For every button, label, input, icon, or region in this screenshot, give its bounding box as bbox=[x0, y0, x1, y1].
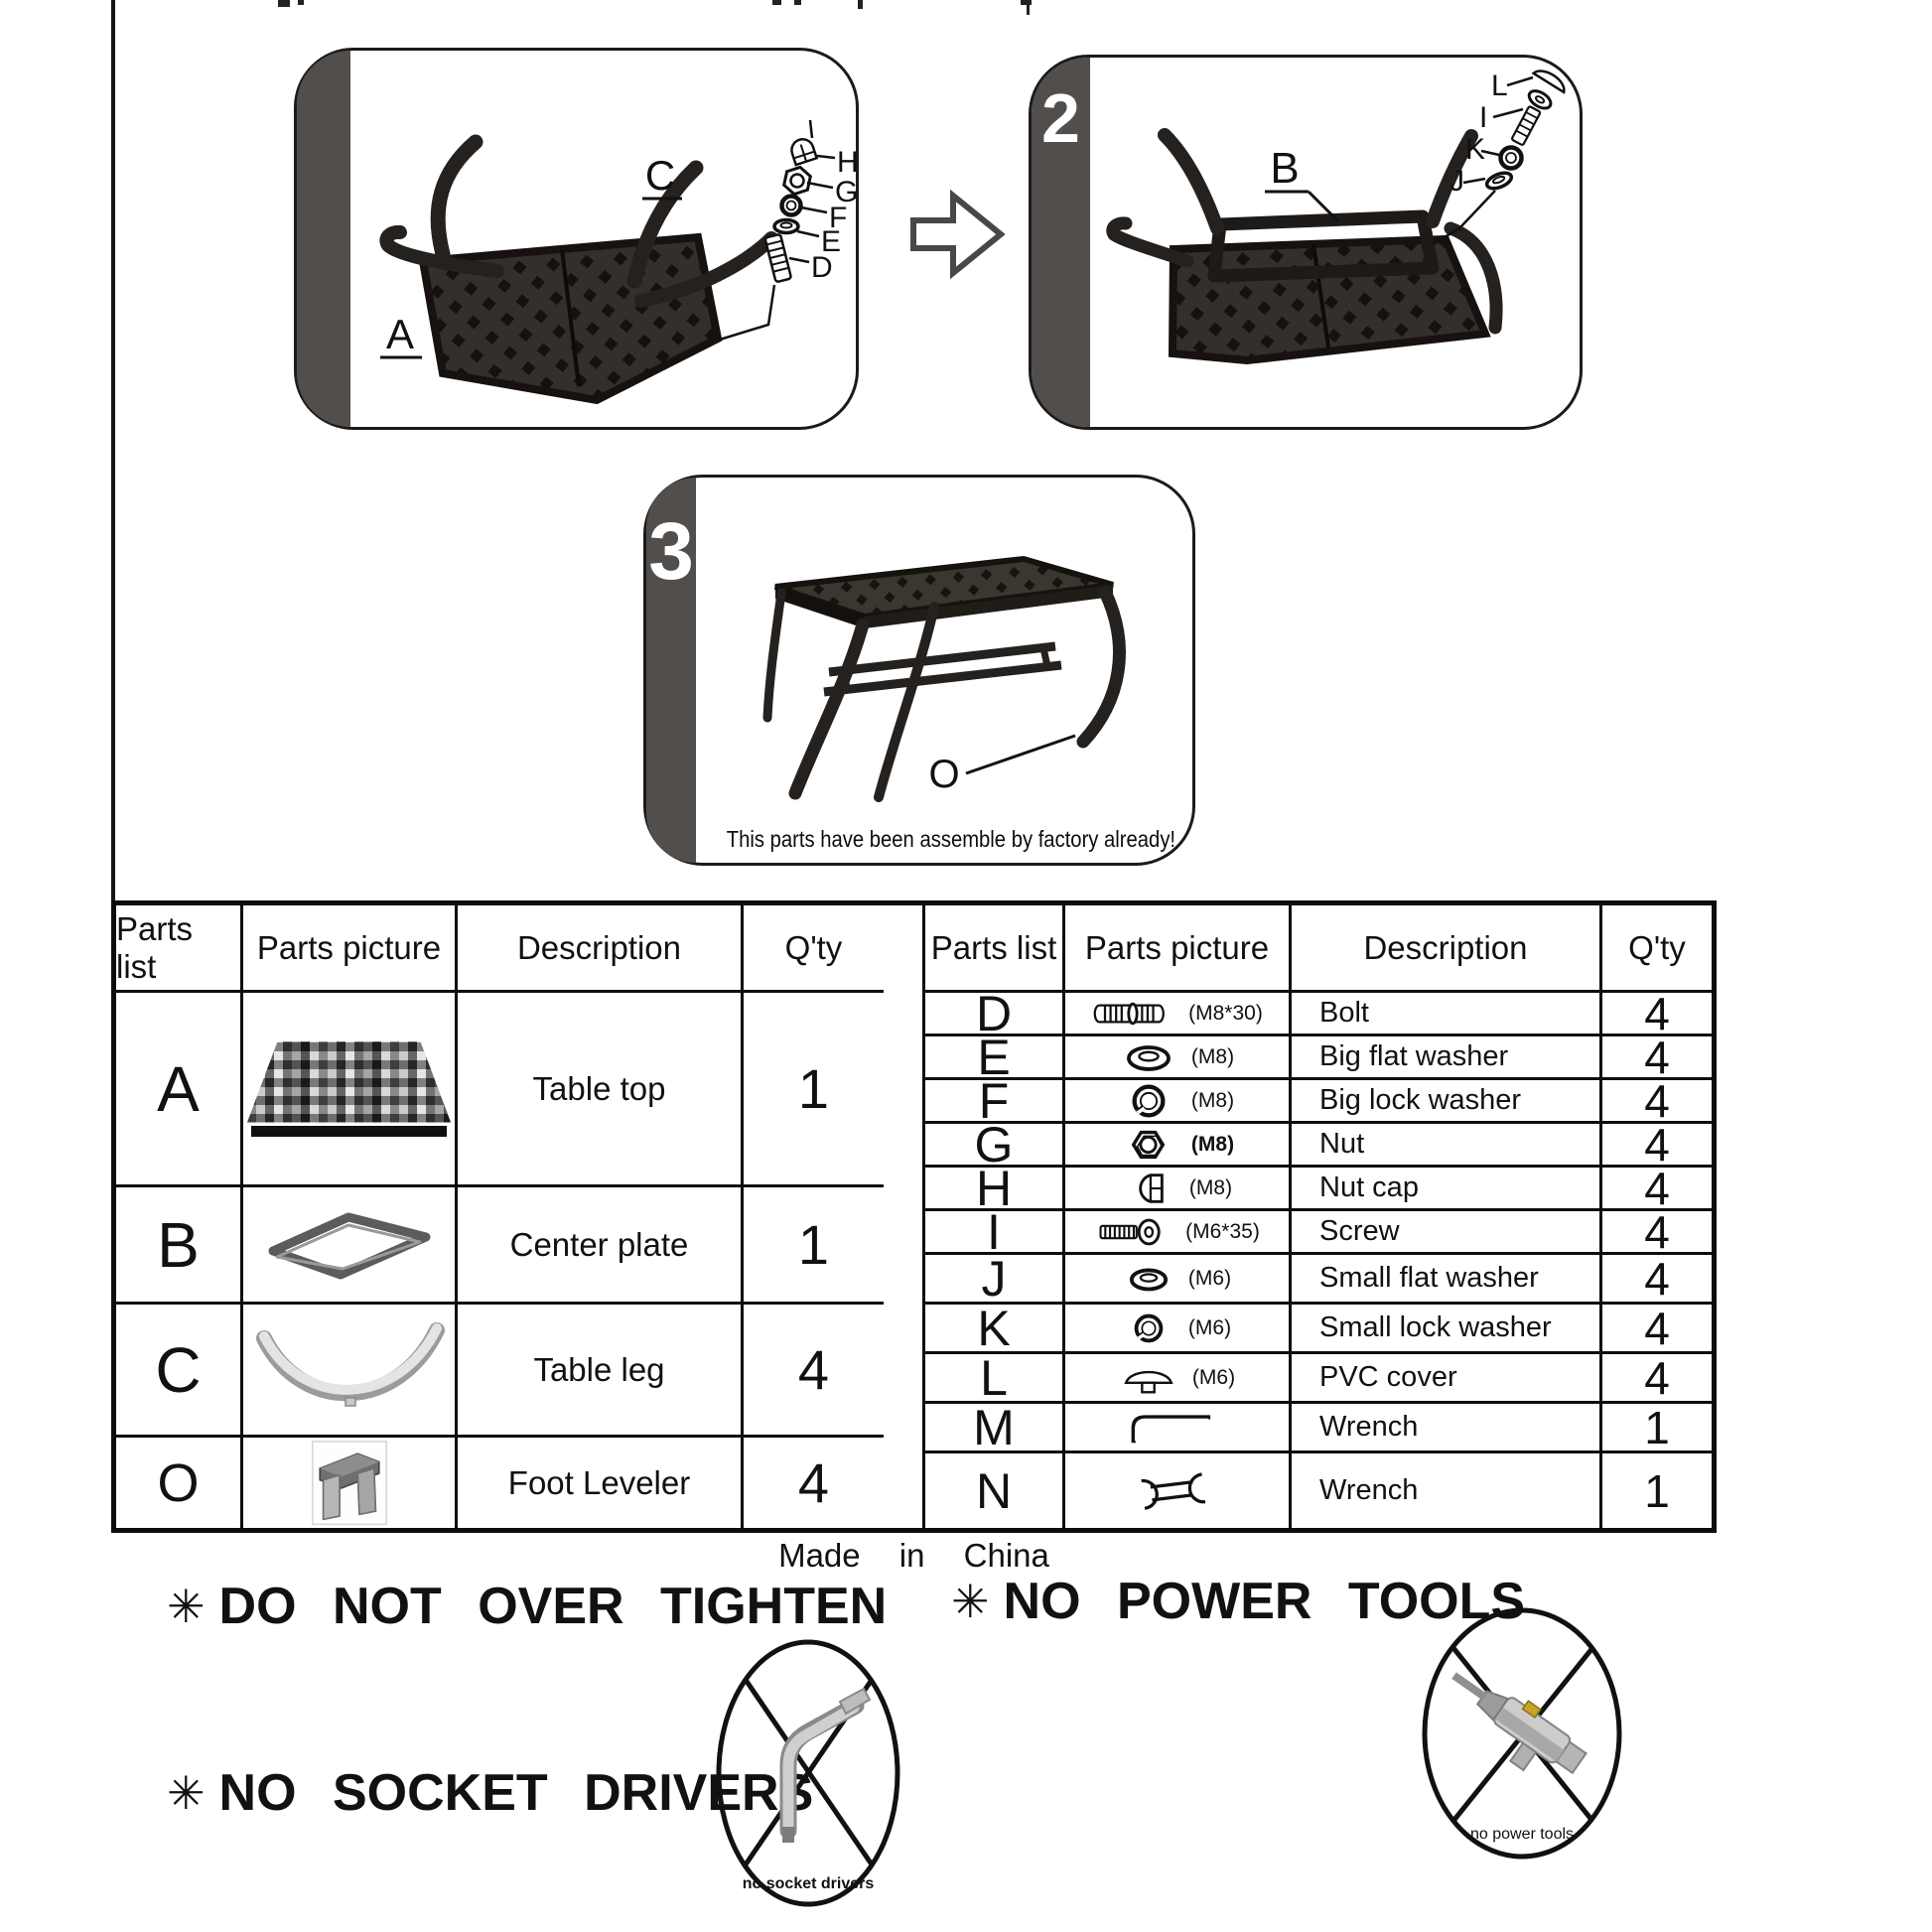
part-id-cell: D bbox=[925, 993, 1065, 1036]
cutoff-text-fragment bbox=[278, 0, 290, 7]
pvc-cover-icon bbox=[1534, 66, 1569, 92]
description-cell: Center plate bbox=[458, 1187, 744, 1305]
no-power-tools-icon bbox=[1418, 1606, 1626, 1864]
open-wrench-icon bbox=[1117, 1465, 1224, 1517]
lock-washer-icon bbox=[1501, 148, 1522, 169]
part-id-cell: H bbox=[925, 1168, 1065, 1211]
part-label: A bbox=[385, 311, 415, 357]
hardware-stack bbox=[720, 120, 817, 340]
leader-line bbox=[720, 285, 774, 340]
part-label: B bbox=[1270, 144, 1300, 193]
flat-washer-icon bbox=[1120, 1036, 1177, 1078]
qty-cell: 4 bbox=[797, 1451, 830, 1514]
cutoff-text-fragment bbox=[1027, 0, 1030, 15]
factory-note: This parts have been assemble by factory already! bbox=[726, 826, 1176, 852]
hardware-label: H bbox=[837, 146, 859, 179]
table-leg bbox=[438, 142, 476, 254]
part-picture-cell bbox=[1065, 1036, 1292, 1080]
spec-label: (M6) bbox=[1187, 1266, 1232, 1290]
qty-cell: 4 bbox=[1602, 1255, 1712, 1305]
part-id-cell: J bbox=[925, 1255, 1065, 1305]
lock-washer-icon bbox=[1120, 1080, 1177, 1123]
part-picture-cell bbox=[1065, 1354, 1292, 1404]
description-cell: Small flat washer bbox=[1292, 1255, 1602, 1305]
socket-driver-image bbox=[782, 1689, 870, 1843]
nut-cap-icon bbox=[1122, 1168, 1175, 1209]
description-cell: Table leg bbox=[458, 1305, 744, 1438]
column-header: Description bbox=[1292, 905, 1602, 993]
hardware-label: L bbox=[1491, 69, 1508, 102]
description-cell: Small lock washer bbox=[1292, 1305, 1602, 1354]
step-panel-3 bbox=[643, 475, 1195, 866]
step3-illustration bbox=[696, 478, 1192, 863]
description-cell: Table top bbox=[458, 993, 744, 1187]
qty-cell: 1 bbox=[744, 1187, 884, 1305]
spec-label: (M6) bbox=[1191, 1365, 1236, 1389]
arrow-right-icon bbox=[909, 187, 1005, 282]
pvc-cover-icon bbox=[1119, 1358, 1178, 1398]
qty-cell: 4 bbox=[1602, 1036, 1712, 1080]
asterisk-icon: ✳ bbox=[167, 1581, 206, 1632]
icon-caption: no socket drivers bbox=[742, 1875, 875, 1892]
description-cell: Bolt bbox=[1292, 993, 1602, 1036]
part-id-cell: C bbox=[116, 1305, 243, 1438]
part-picture-cell bbox=[1065, 1211, 1292, 1255]
table-photo bbox=[1113, 135, 1496, 360]
spec-label: (M8*30) bbox=[1188, 1001, 1263, 1025]
part-picture-cell bbox=[1065, 1305, 1292, 1354]
description-cell: Big lock washer bbox=[1292, 1080, 1602, 1124]
step-band bbox=[297, 51, 350, 427]
column-header: Parts picture bbox=[243, 905, 458, 993]
part-label: O bbox=[928, 753, 960, 796]
step-number: 3 bbox=[648, 506, 694, 597]
qty-cell: 1 bbox=[744, 993, 884, 1187]
hardware-label: D bbox=[811, 251, 833, 284]
spec-label: (M6*35) bbox=[1185, 1219, 1260, 1243]
cutoff-text-fragment bbox=[858, 0, 863, 9]
nut-cap-icon bbox=[789, 136, 817, 165]
qty-cell: 1 bbox=[1602, 1404, 1712, 1453]
spec-label: (M8) bbox=[1190, 1088, 1235, 1112]
column-header: Q'ty bbox=[1602, 905, 1712, 993]
column-header: Parts list bbox=[925, 905, 1065, 993]
nut-icon bbox=[780, 165, 814, 196]
part-id-cell: M bbox=[925, 1404, 1065, 1453]
part-id-cell: A bbox=[116, 993, 243, 1187]
center-plate-icon bbox=[255, 1197, 444, 1292]
description-cell: Big flat washer bbox=[1292, 1036, 1602, 1080]
warning-do-not-over-tighten bbox=[167, 1577, 887, 1636]
leader-line bbox=[966, 736, 1075, 773]
part-id-cell: F bbox=[925, 1080, 1065, 1124]
part-picture-cell bbox=[1065, 1255, 1292, 1305]
warning-text: NO POWER TOOLS bbox=[1003, 1573, 1526, 1630]
part-picture-cell bbox=[1065, 1080, 1292, 1124]
hardware-label: J bbox=[1449, 165, 1464, 198]
asterisk-icon: ✳ bbox=[951, 1576, 990, 1627]
screw-icon bbox=[1094, 1211, 1172, 1253]
table-photo bbox=[386, 142, 771, 400]
flat-washer-icon bbox=[1123, 1259, 1174, 1299]
description-cell: Foot Leveler bbox=[458, 1438, 744, 1528]
table-leg-icon bbox=[250, 1314, 449, 1426]
description-cell: Nut bbox=[1292, 1124, 1602, 1168]
description-cell: Nut cap bbox=[1292, 1168, 1602, 1211]
part-id-cell: K bbox=[925, 1305, 1065, 1354]
qty-cell: 4 bbox=[1602, 1080, 1712, 1124]
asterisk-icon: ✳ bbox=[167, 1767, 206, 1819]
qty-cell: 4 bbox=[1602, 1354, 1712, 1404]
hardware-label: K bbox=[1465, 133, 1486, 166]
table-divider-column bbox=[884, 905, 925, 1528]
allen-wrench-icon bbox=[1121, 1407, 1220, 1449]
qty-cell: 4 bbox=[1602, 1168, 1712, 1211]
description-cell: Wrench bbox=[1292, 1453, 1602, 1528]
description-cell: PVC cover bbox=[1292, 1354, 1602, 1404]
qty-cell: 4 bbox=[1602, 1211, 1712, 1255]
step-panel-2 bbox=[1029, 55, 1583, 430]
column-header: Q'ty bbox=[744, 905, 884, 993]
nut-icon bbox=[1120, 1124, 1177, 1167]
step-number: 2 bbox=[1041, 79, 1080, 157]
description-cell: Screw bbox=[1292, 1211, 1602, 1255]
part-label: C bbox=[644, 152, 676, 199]
part-picture-cell bbox=[1065, 1124, 1292, 1168]
part-picture-cell bbox=[243, 1438, 458, 1528]
qty-cell: 4 bbox=[744, 1305, 884, 1438]
flat-washer-icon bbox=[1485, 170, 1514, 192]
table-top-photo bbox=[247, 1041, 451, 1137]
icon-caption: no power tools bbox=[1469, 1826, 1575, 1843]
part-id-cell: N bbox=[925, 1453, 1065, 1528]
spec-label: (M8) bbox=[1190, 1132, 1235, 1156]
table-leg bbox=[767, 593, 781, 718]
made-in-china-label: Made in China bbox=[778, 1537, 1049, 1574]
column-header: Parts picture bbox=[1065, 905, 1292, 993]
part-picture-cell bbox=[1065, 993, 1292, 1036]
part-picture-cell bbox=[1065, 1168, 1292, 1211]
table-leg bbox=[1113, 223, 1187, 261]
no-socket-drivers-icon bbox=[713, 1636, 903, 1926]
hardware-label: E bbox=[821, 225, 842, 258]
step2-illustration bbox=[1090, 58, 1580, 427]
warning-text: DO NOT OVER TIGHTEN bbox=[218, 1578, 888, 1635]
part-id-cell: I bbox=[925, 1211, 1065, 1255]
table-leg bbox=[795, 624, 863, 793]
part-picture-cell bbox=[243, 993, 458, 1187]
table-leg bbox=[1083, 592, 1119, 742]
spec-label: (M6) bbox=[1187, 1315, 1232, 1339]
step1-illustration bbox=[348, 51, 857, 427]
parts-table-right bbox=[925, 905, 1712, 1528]
spec-label: (M8) bbox=[1190, 1044, 1235, 1068]
foot-leveler-icon bbox=[305, 1441, 394, 1526]
qty-cell: 4 bbox=[1602, 993, 1712, 1036]
bolt-icon bbox=[764, 234, 791, 283]
part-id-cell: B bbox=[116, 1187, 243, 1305]
step-panel-1 bbox=[294, 48, 859, 430]
table-leg bbox=[879, 607, 934, 797]
lock-washer-icon bbox=[1123, 1308, 1174, 1349]
cutoff-text-fragment bbox=[794, 0, 801, 5]
column-header: Parts list bbox=[116, 905, 243, 993]
qty-cell: 1 bbox=[1644, 1464, 1670, 1517]
part-id-cell: G bbox=[925, 1124, 1065, 1168]
spec-label: (M8) bbox=[1188, 1175, 1233, 1199]
cutoff-text-fragment bbox=[298, 0, 304, 5]
part-picture-cell bbox=[1065, 1404, 1292, 1453]
description-cell: Wrench bbox=[1292, 1404, 1602, 1453]
qty-cell: 4 bbox=[1602, 1124, 1712, 1168]
parts-tables bbox=[111, 900, 1717, 1533]
cutoff-text-fragment bbox=[772, 0, 781, 5]
part-picture-cell bbox=[243, 1305, 458, 1438]
lock-washer-icon bbox=[782, 197, 801, 215]
qty-cell: 4 bbox=[1602, 1305, 1712, 1354]
table-leg bbox=[1165, 135, 1217, 228]
part-id-cell: E bbox=[925, 1036, 1065, 1080]
warning-text: NO SOCKET DRIVERS bbox=[218, 1764, 814, 1822]
column-header: Description bbox=[458, 905, 744, 993]
part-picture-cell bbox=[1065, 1453, 1292, 1528]
page-left-border bbox=[111, 0, 115, 900]
part-picture-cell bbox=[243, 1187, 458, 1305]
bolt-icon bbox=[1091, 993, 1174, 1035]
hardware-label: G bbox=[835, 176, 859, 208]
hardware-label: I bbox=[1479, 101, 1488, 134]
parts-table-left bbox=[116, 905, 884, 1528]
part-id-cell: L bbox=[925, 1354, 1065, 1404]
flat-washer-icon bbox=[774, 220, 798, 233]
hardware-label: F bbox=[829, 202, 848, 234]
part-id-cell: O bbox=[116, 1438, 243, 1528]
